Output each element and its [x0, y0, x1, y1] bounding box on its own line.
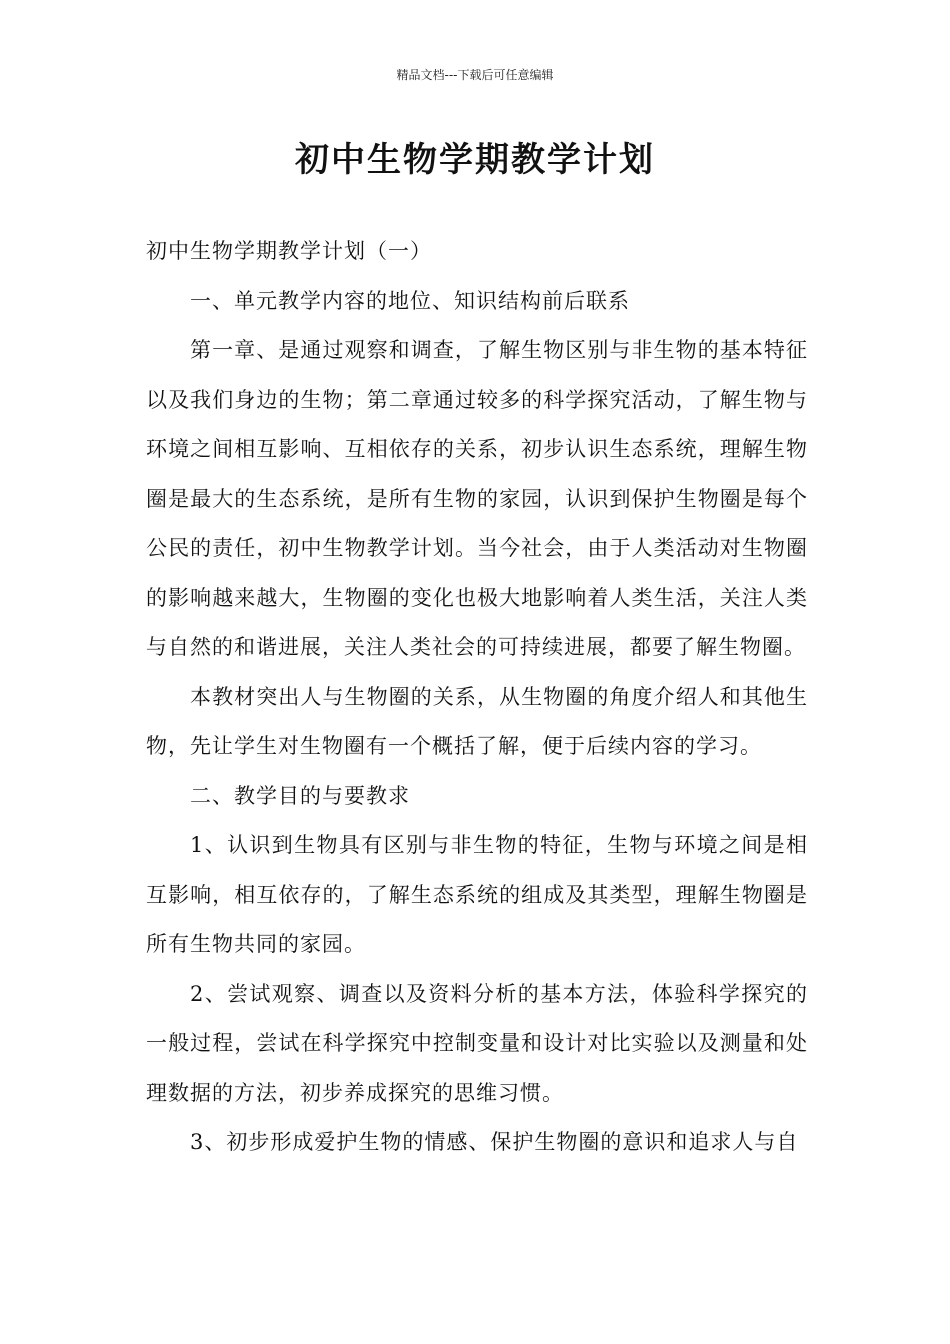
list-item: 1、认识到生物具有区别与非生物的特征，生物与环境之间是相互影响，相互依存的，了解生态系统的组成及其类型，理解生物圈是所有生物共同的家园。	[146, 833, 808, 956]
section-subtitle: 初中生物学期教学计划（一）	[146, 239, 432, 263]
page-title: 初中生物学期教学计划	[295, 140, 655, 180]
document-body	[146, 227, 808, 1168]
paragraph: 本教材突出人与生物圈的关系，从生物圈的角度介绍人和其他生物，先让学生对生物圈有一个概括了解，便于后续内容的学习。	[146, 684, 808, 758]
list-item: 3、初步形成爱护生物的情感、保护生物圈的意识和追求人与自	[190, 1130, 799, 1154]
header-note: 精品文档---下载后可任意编辑	[396, 68, 554, 82]
section-heading-1: 一、单元教学内容的地位、知识结构前后联系	[190, 288, 630, 313]
paragraph: 第一章、是通过观察和调查，了解生物区别与非生物的基本特征以及我们身边的生物；第二章通过较多的科学探究活动，了解生物与环境之间相互影响、互相依存的关系，初步认识生态系统，理解生物圈是最大的生态系统，是所有生物的家园，认识到保护生物圈是每个公民的责任，初中生物教学计划。当今社会，由于人类活动对生物圈的影响越来越大，生物圈的变化也极大地影响着人类生活，关注人类与自然的和谐进展，关注人类社会的可持续进展，都要了解生物圈。	[146, 338, 808, 659]
section-heading-2: 二、教学目的与要教求	[190, 783, 410, 808]
list-item: 2、尝试观察、调查以及资料分析的基本方法，体验科学探究的一般过程，尝试在科学探究中控制变量和设计对比实验以及测量和处理数据的方法，初步养成探究的思维习惯。	[146, 981, 808, 1105]
